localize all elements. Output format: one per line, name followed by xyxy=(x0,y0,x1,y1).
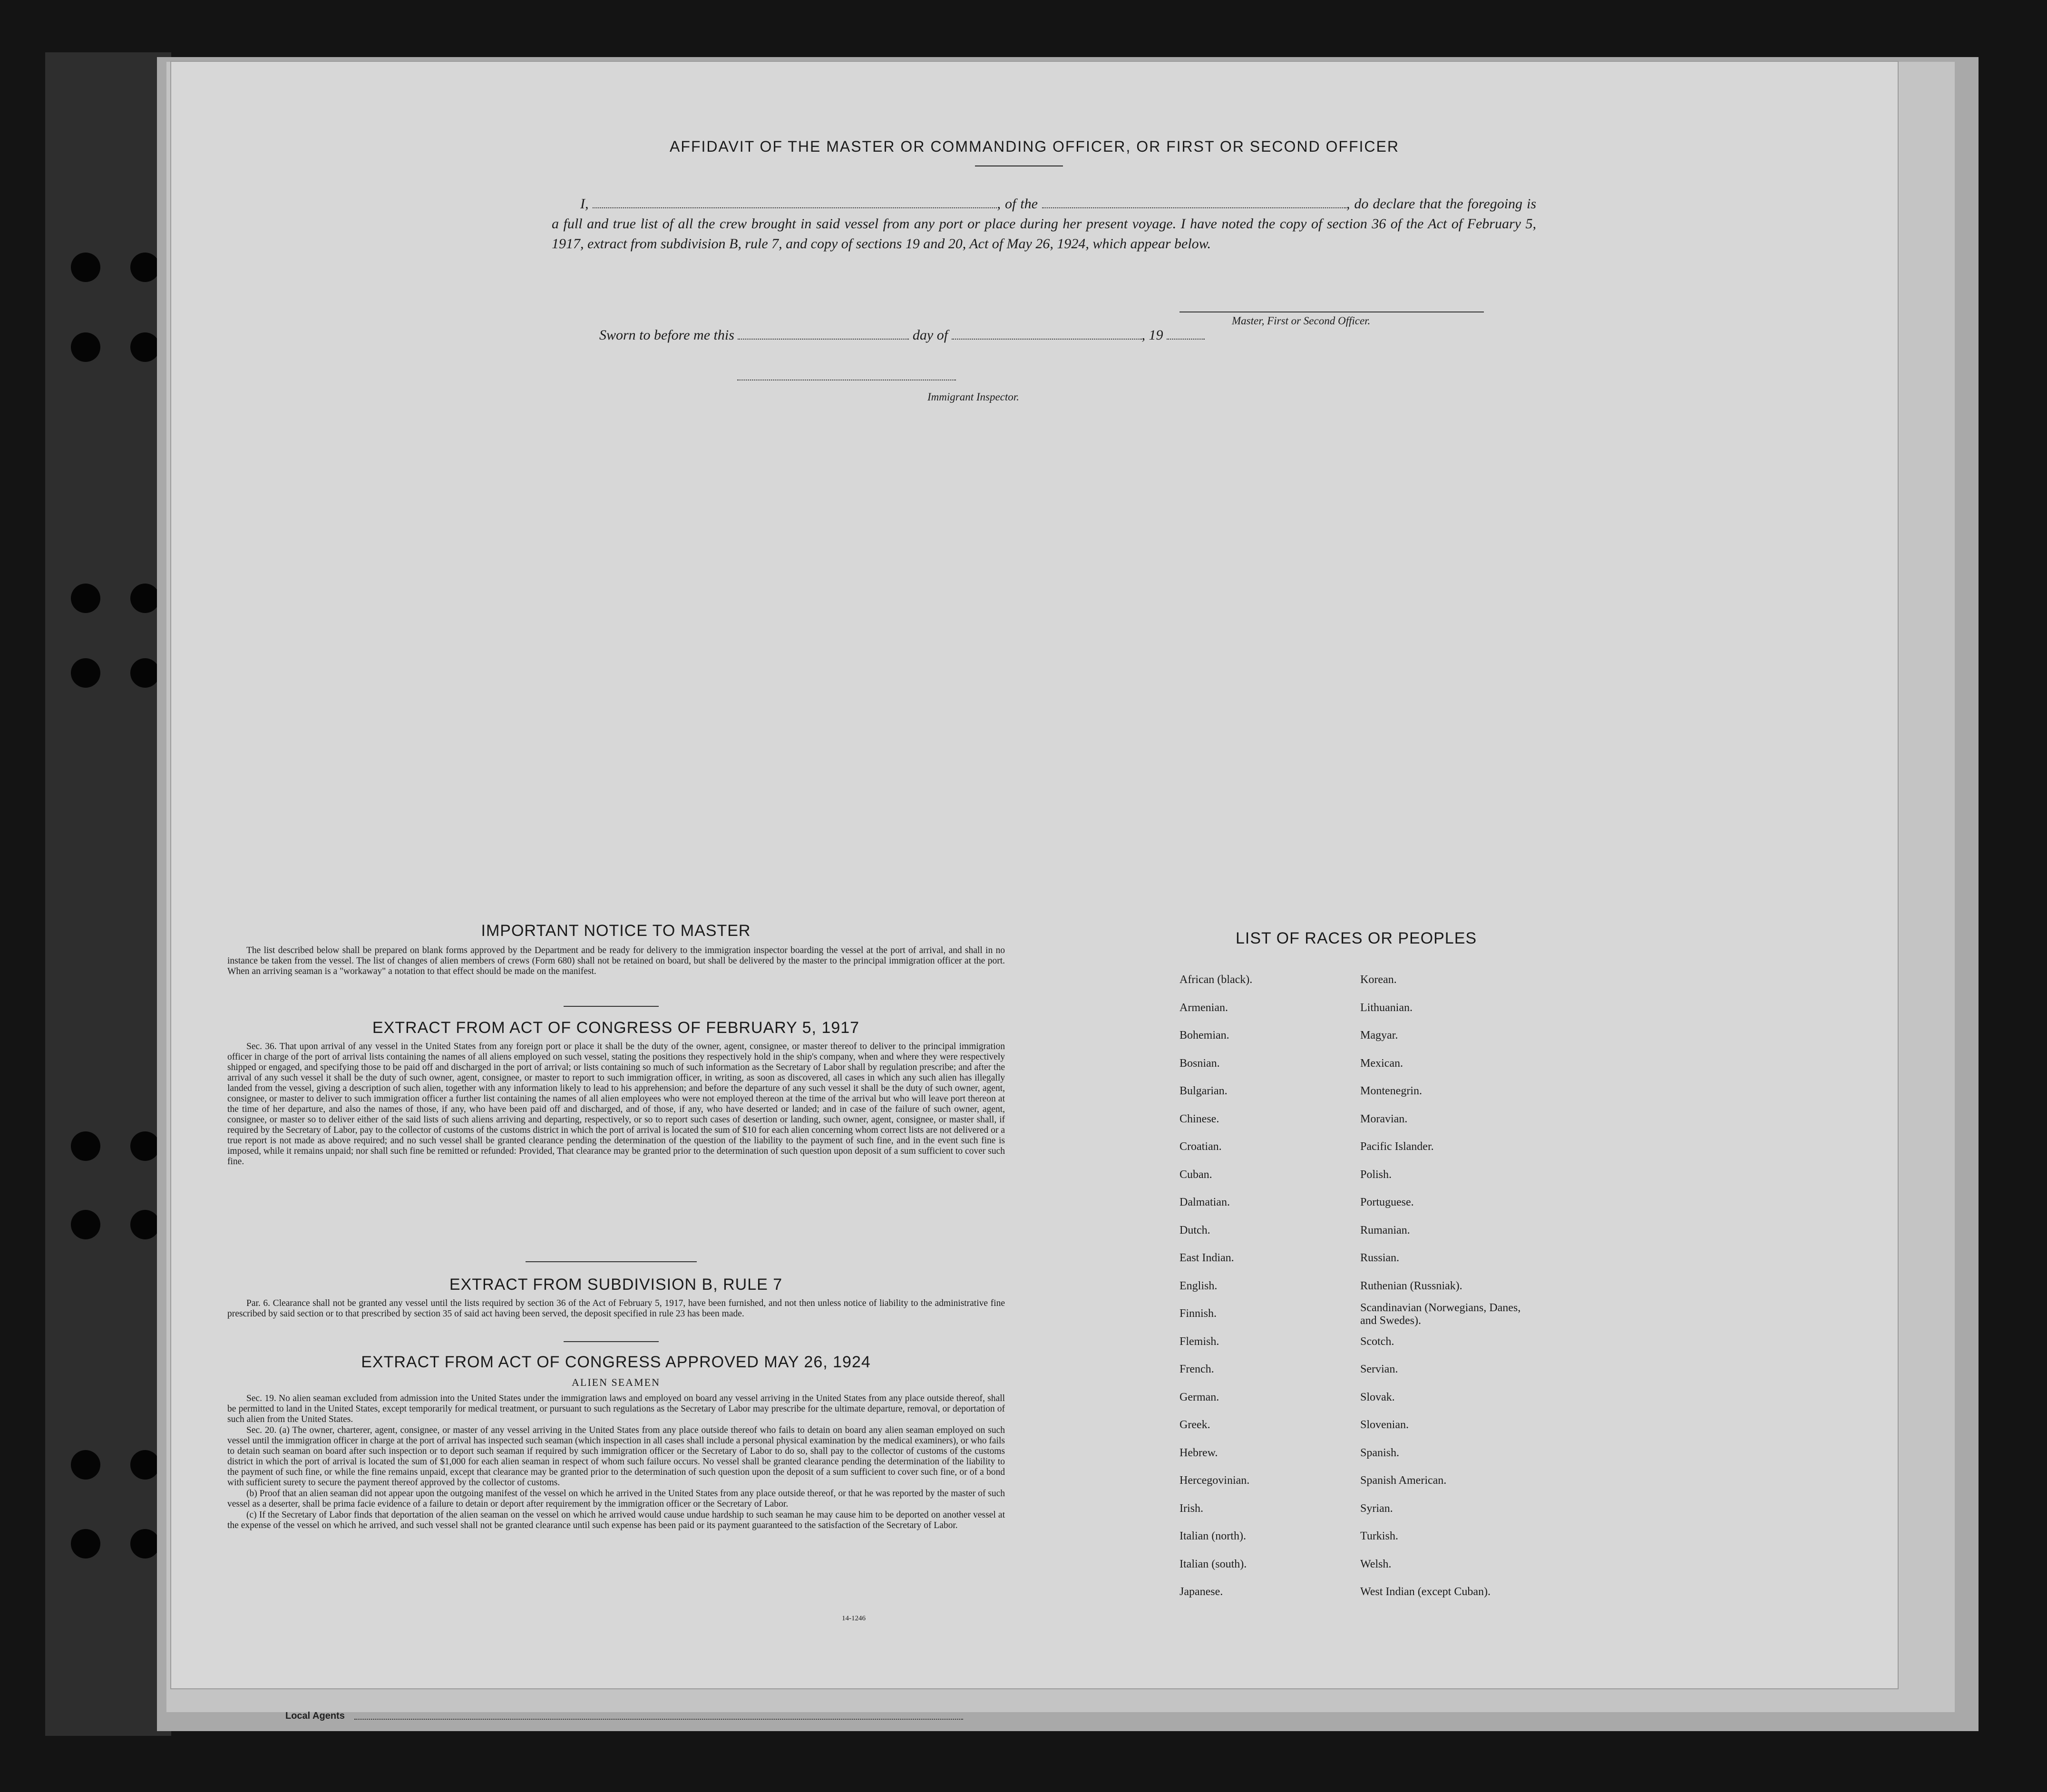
notice-paragraph: The list described below shall be prepared on blank forms approved by the Department and be ready for delivery to the immigration inspector boarding the vessel at the port of arrival, and shall in no instance be taken from the vessel. The list of changes of alien members of crews (Form 680) shall not be retained on board, but shall be delivered by the master to the principal immigration officer at the port. When an arriving seaman is a "workaway" a notation to that effect should be made on the manifest. xyxy=(227,945,1005,976)
race-item: Servian. xyxy=(1360,1363,1398,1375)
sec-20a-paragraph: Sec. 20. (a) The owner, charterer, agent, consignee, or master of any vessel arriving in the United States from any place outside thereof who fails to detain on board any alien seaman employed on such vessel until the immigration officer in charge at the port of arrival has inspected such seaman (which inspection in all cases shall include a personal physical examination by the medical examiners), or who fails to detain such seaman on board after such inspection or to deport such seaman if required by such immigration officer or the Secretary of Labor to do so, shall pay to the collector of customs of the customs district in which the port of arrival is located the sum of $1,000 for each alien seaman in respect of whom such failure occurs. No vessel shall be granted clearance pending the determination of the liability to the payment of such fine, or while the fine remains unpaid, except that clearance may be granted prior to the determination of such question upon the deposit of a sum sufficient to cover such fine, or of a bond with sufficient surety to secure the payment thereof approved by the collector of customs. xyxy=(227,1425,1005,1488)
officer-name-field[interactable] xyxy=(593,196,997,208)
race-item: Bohemian. xyxy=(1179,1029,1229,1042)
race-item: German. xyxy=(1179,1391,1219,1403)
race-item: Russian. xyxy=(1360,1252,1400,1264)
binder-edge xyxy=(45,52,171,1736)
race-item: Syrian. xyxy=(1360,1502,1393,1515)
binder-hole xyxy=(71,584,100,613)
section-rule xyxy=(564,1006,659,1007)
inspector-caption: Immigrant Inspector. xyxy=(927,391,1019,403)
affidavit-declaration xyxy=(552,194,1536,254)
local-agents-line xyxy=(354,1719,963,1720)
race-item: Dutch. xyxy=(1179,1224,1210,1237)
race-item: Montenegrin. xyxy=(1360,1085,1422,1097)
race-item: French. xyxy=(1179,1363,1214,1375)
race-item: East Indian. xyxy=(1179,1252,1234,1264)
race-item: Irish. xyxy=(1179,1502,1203,1515)
do-declare-label: , do declare xyxy=(1346,196,1415,212)
extract-1924-heading: EXTRACT FROM ACT OF CONGRESS APPROVED MAY 26, 1924 xyxy=(361,1353,871,1371)
vessel-name-field[interactable] xyxy=(1042,196,1346,208)
race-item: Armenian. xyxy=(1179,1001,1228,1014)
binder-hole xyxy=(71,1450,100,1480)
binder-hole xyxy=(130,584,160,613)
race-item: African (black). xyxy=(1179,974,1253,986)
race-item: Korean. xyxy=(1360,974,1397,986)
race-item: West Indian (except Cuban). xyxy=(1360,1586,1491,1598)
race-item: Portuguese. xyxy=(1360,1196,1414,1208)
binder-hole xyxy=(130,658,160,688)
manifest-back-page xyxy=(171,62,1898,1688)
master-caption: Master, First or Second Officer. xyxy=(1232,315,1371,327)
race-item: Finnish. xyxy=(1179,1307,1217,1320)
race-item: Italian (south). xyxy=(1179,1558,1247,1570)
race-item: Slovenian. xyxy=(1360,1419,1409,1431)
alien-seamen-subheading: ALIEN SEAMEN xyxy=(572,1376,660,1388)
race-item: Polish. xyxy=(1360,1168,1392,1181)
race-item: Japanese. xyxy=(1179,1586,1223,1598)
sec-19-paragraph: Sec. 19. No alien seaman excluded from admission into the United States under the immigration laws and employed on board any vessel arriving in the United States from any place outside thereof, shall be permitted to land in the United States, except temporarily for medical treatment, or pursuant to such regulations as the Secretary of Labor may prescribe for the ultimate departure, removal, or deportation of such alien from the United States. xyxy=(227,1393,1005,1424)
binder-hole xyxy=(130,332,160,362)
binder-hole xyxy=(71,253,100,282)
race-item: Dalmatian. xyxy=(1179,1196,1230,1208)
race-item: Bosnian. xyxy=(1179,1057,1220,1070)
notice-heading: IMPORTANT NOTICE TO MASTER xyxy=(481,922,751,940)
sec-20b-paragraph: (b) Proof that an alien seaman did not appear upon the outgoing manifest of the vessel on which he arrived in the United States from any place outside thereof, or that he was reported by the master of such vessel as a deserter, shall be prima facie evidence of a failure to detain or deport after requirement by the immigration officer or the Secretary of Labor. xyxy=(227,1489,1005,1509)
race-item: Hercegovinian. xyxy=(1179,1474,1250,1487)
notice-text xyxy=(227,945,1005,991)
race-item: Croatian. xyxy=(1179,1140,1222,1153)
year-field[interactable] xyxy=(1167,327,1205,340)
section-rule xyxy=(564,1341,659,1342)
section-rule xyxy=(526,1261,697,1262)
sworn-label: Sworn to before me this xyxy=(599,327,734,343)
binder-hole xyxy=(130,253,160,282)
race-item: Welsh. xyxy=(1360,1558,1392,1570)
race-item: Moravian. xyxy=(1360,1112,1408,1125)
sec-36-paragraph: Sec. 36. That upon arrival of any vessel in the United States from any foreign port or place it shall be the duty of the owner, agent, consignee, or master thereof to deliver to the principal immigration officer in charge of the port of arrival lists containing the names of all aliens employed on such vessel, stating the positions they respectively hold in the ship's company, when and where they were respectively shipped or engaged, and specifying those to be paid off and discharged in the port of arrival; or lists containing so much of such information as the Secretary of Labor shall by regulation prescribe; and after the arrival of any such vessel it shall be the duty of such owner, agent, consignee, or master to report to such immigration officer, in writing, as soon as discovered, all cases in which any such alien has illegally landed from the vessel, giving a description of such alien, together with any information likely to lead to his apprehension; and before the departure of any such vessel it shall be the duty of such owner, agent, consignee, or master to deliver to such immigration officer a further list containing the names of all alien employees who were not employed thereon at the time of the arrival but who will leave port thereon at the time of her departure, and also the names of those, if any, who have been paid off and discharged, and of those, if any, who have deserted or landed; and in case of the failure of such owner, agent, consignee, or master so to deliver either of the said lists of such aliens arriving and departing, respectively, or so to report such cases of desertion or landing, such owner, agent, consignee, or master shall, if required by the Secretary of Labor, pay to the collector of customs of the customs district in which the port of arrival is located the sum of $10 for each alien concerning whom correct lists are not delivered or a true report is not made as above required; and no such vessel shall be granted clearance pending the determination of the question of the liability to the payment of such fine, and in the event such fine is imposed, while it remains unpaid; nor shall such fine be remitted or refunded: Provided, That clearance may be granted prior to the determination of such question upon deposit of a sum sufficient to cover such fine. xyxy=(227,1042,1005,1167)
local-agents-label: Local Agents xyxy=(285,1711,345,1721)
race-item: Hebrew. xyxy=(1179,1446,1218,1459)
sworn-date-field[interactable] xyxy=(738,327,909,340)
race-item: Spanish American. xyxy=(1360,1474,1447,1487)
race-item: Magyar. xyxy=(1360,1029,1398,1042)
race-item: Pacific Islander. xyxy=(1360,1140,1434,1153)
race-item: Ruthenian (Russniak). xyxy=(1360,1279,1462,1292)
binder-hole xyxy=(130,1529,160,1558)
binder-hole xyxy=(71,332,100,362)
race-item: Spanish. xyxy=(1360,1446,1400,1459)
race-item: Scotch. xyxy=(1360,1335,1394,1348)
declaration-text: that the foregoing is a full and true list of all the crew brought in said vessel from any port or place during her present voyage. I have noted the copy of section 36 of the Act of February 5, 1917, extract from subdivision B, rule 7, and copy of sections 19 and 20, Act of May 26, 1924, which appear below. xyxy=(552,196,1537,252)
affidavit-title: AFFIDAVIT OF THE MASTER OR COMMANDING OFFICER, OR FIRST OR SECOND OFFICER xyxy=(670,138,1399,155)
year-label: , 19 xyxy=(1141,327,1163,343)
binder-hole xyxy=(71,658,100,688)
extract-1917-heading: EXTRACT FROM ACT OF CONGRESS OF FEBRUARY 5, 1917 xyxy=(372,1019,860,1037)
binder-hole xyxy=(71,1529,100,1558)
of-the-label: , of the xyxy=(997,196,1038,212)
binder-hole xyxy=(71,1131,100,1161)
race-item: English. xyxy=(1179,1279,1218,1292)
form-number: 14-1246 xyxy=(842,1615,866,1622)
month-field[interactable] xyxy=(952,327,1142,340)
race-item: Flemish. xyxy=(1179,1335,1219,1348)
race-item: Lithuanian. xyxy=(1360,1001,1413,1014)
race-item: Slovak. xyxy=(1360,1391,1395,1403)
binder-hole xyxy=(130,1131,160,1161)
day-of-label: day of xyxy=(912,327,948,343)
race-item: Cuban. xyxy=(1179,1168,1212,1181)
par-6-paragraph: Par. 6. Clearance shall not be granted any vessel until the lists required by section 36 of the Act of February 5, 1917, have been furnished, and not then unless notice of liability to the administrative fine prescribed by said section or to that prescribed by section 35 of said act having been served, the deposit specified in rule 23 has been made. xyxy=(227,1298,1005,1319)
race-item: Scandinavian (Norwegians, Danes, and Swedes). xyxy=(1360,1302,1521,1327)
extract-1917-text xyxy=(227,1042,1005,1246)
race-item: Italian (north). xyxy=(1179,1530,1246,1542)
sworn-line xyxy=(599,327,1205,343)
extract-rule7-text xyxy=(227,1298,1005,1332)
extract-1924-text xyxy=(227,1393,1005,1603)
race-item: Greek. xyxy=(1179,1419,1210,1431)
i-label: I, xyxy=(580,196,589,212)
race-item: Bulgarian. xyxy=(1179,1085,1228,1097)
binder-hole xyxy=(71,1210,100,1239)
race-item: Turkish. xyxy=(1360,1530,1398,1542)
race-item: Rumanian. xyxy=(1360,1224,1410,1237)
extract-rule7-heading: EXTRACT FROM SUBDIVISION B, RULE 7 xyxy=(449,1276,783,1294)
binder-hole xyxy=(130,1210,160,1239)
race-item: Chinese. xyxy=(1179,1112,1219,1125)
race-item: Mexican. xyxy=(1360,1057,1403,1070)
sec-20c-paragraph: (c) If the Secretary of Labor finds that deportation of the alien seaman on the vessel on which he arrived would cause undue hardship to such seaman he may cause him to be deported on another vessel at the expense of the vessel on which he arrived, and such vessel shall not be granted clearance until such expense has been paid or its payment guaranteed to the satisfaction of the Secretary of Labor. xyxy=(227,1510,1005,1530)
races-heading: LIST OF RACES OR PEOPLES xyxy=(1236,929,1477,947)
binder-hole xyxy=(130,1450,160,1480)
